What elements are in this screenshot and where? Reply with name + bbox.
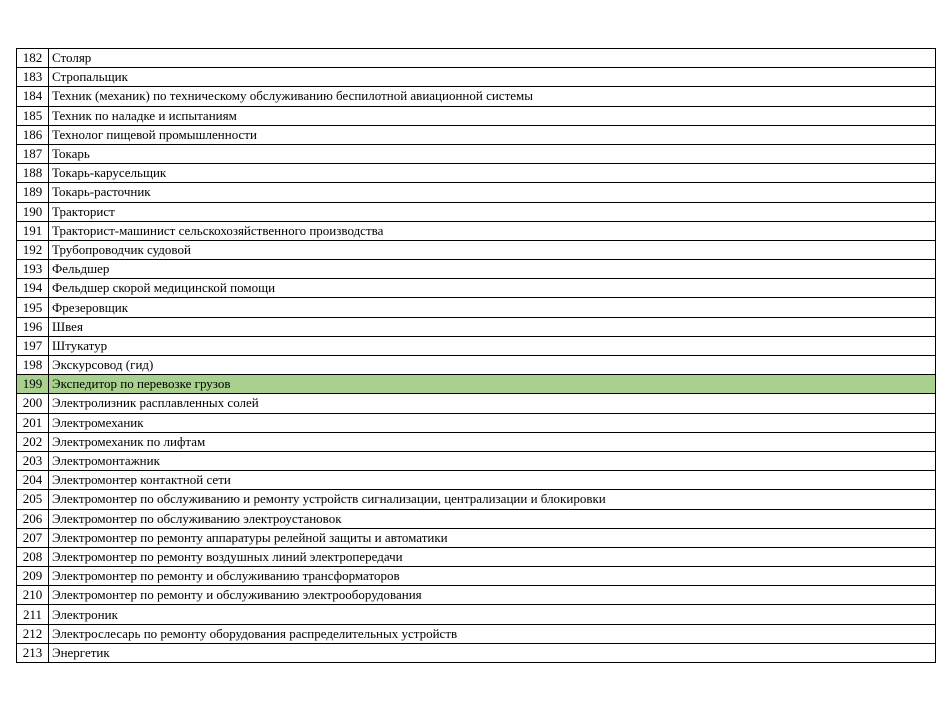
table-row <box>17 49 936 68</box>
profession-name-cell: Стропальщик <box>49 68 936 87</box>
table-row <box>17 68 936 87</box>
table-row-highlighted <box>17 375 936 394</box>
table-row <box>17 317 936 336</box>
row-number-cell: 194 <box>17 279 49 298</box>
profession-name-cell: Тракторист <box>49 202 936 221</box>
profession-name-cell: Электромонтер по ремонту и обслуживанию трансформаторов <box>49 567 936 586</box>
professions-table <box>16 48 936 663</box>
row-number-cell: 200 <box>17 394 49 413</box>
row-number-cell: 187 <box>17 144 49 163</box>
profession-name-cell: Токарь-карусельщик <box>49 164 936 183</box>
row-number-cell: 185 <box>17 106 49 125</box>
table-row <box>17 144 936 163</box>
row-number-cell: 213 <box>17 643 49 662</box>
table-row <box>17 298 936 317</box>
row-number-cell: 184 <box>17 87 49 106</box>
profession-name-cell: Энергетик <box>49 643 936 662</box>
profession-name-cell: Электромонтер по обслуживанию и ремонту устройств сигнализации, централизации и блокировки <box>49 490 936 509</box>
profession-name-cell: Электрослесарь по ремонту оборудования распределительных устройств <box>49 624 936 643</box>
profession-name-cell: Электромонтажник <box>49 451 936 470</box>
row-number-cell: 203 <box>17 451 49 470</box>
row-number-cell: 211 <box>17 605 49 624</box>
table-row <box>17 605 936 624</box>
profession-name-cell: Электромеханик <box>49 413 936 432</box>
profession-name-cell: Электролизник расплавленных солей <box>49 394 936 413</box>
profession-name-cell: Фельдшер <box>49 260 936 279</box>
row-number-cell: 195 <box>17 298 49 317</box>
table-row <box>17 586 936 605</box>
row-number-cell: 183 <box>17 68 49 87</box>
table-row <box>17 547 936 566</box>
row-number-cell: 201 <box>17 413 49 432</box>
profession-name-cell: Технолог пищевой промышленности <box>49 125 936 144</box>
row-number-cell: 206 <box>17 509 49 528</box>
table-row <box>17 164 936 183</box>
table-row <box>17 471 936 490</box>
row-number-cell: 198 <box>17 356 49 375</box>
profession-name-cell: Электромонтер контактной сети <box>49 471 936 490</box>
table-row <box>17 451 936 470</box>
row-number-cell: 208 <box>17 547 49 566</box>
table-row <box>17 183 936 202</box>
profession-name-cell: Техник (механик) по техническому обслуживанию беспилотной авиационной системы <box>49 87 936 106</box>
row-number-cell: 199 <box>17 375 49 394</box>
table-row <box>17 202 936 221</box>
profession-name-cell: Штукатур <box>49 336 936 355</box>
row-number-cell: 197 <box>17 336 49 355</box>
profession-name-cell: Токарь <box>49 144 936 163</box>
table-row <box>17 336 936 355</box>
table-row <box>17 624 936 643</box>
table-row <box>17 643 936 662</box>
row-number-cell: 193 <box>17 260 49 279</box>
row-number-cell: 196 <box>17 317 49 336</box>
row-number-cell: 192 <box>17 240 49 259</box>
table-row <box>17 260 936 279</box>
profession-name-cell: Экспедитор по перевозке грузов <box>49 375 936 394</box>
profession-name-cell: Электромонтер по ремонту аппаратуры релейной защиты и автоматики <box>49 528 936 547</box>
table-row <box>17 279 936 298</box>
table-row <box>17 413 936 432</box>
row-number-cell: 186 <box>17 125 49 144</box>
profession-name-cell: Электроник <box>49 605 936 624</box>
profession-name-cell: Электромонтер по ремонту воздушных линий электропередачи <box>49 547 936 566</box>
profession-name-cell: Электромонтер по ремонту и обслуживанию электрооборудования <box>49 586 936 605</box>
profession-name-cell: Техник по наладке и испытаниям <box>49 106 936 125</box>
table-row <box>17 356 936 375</box>
row-number-cell: 205 <box>17 490 49 509</box>
row-number-cell: 204 <box>17 471 49 490</box>
profession-name-cell: Трубопроводчик судовой <box>49 240 936 259</box>
table-row <box>17 240 936 259</box>
profession-name-cell: Электромеханик по лифтам <box>49 432 936 451</box>
profession-name-cell: Экскурсовод (гид) <box>49 356 936 375</box>
profession-name-cell: Тракторист-машинист сельскохозяйственного производства <box>49 221 936 240</box>
profession-name-cell: Фрезеровщик <box>49 298 936 317</box>
row-number-cell: 182 <box>17 49 49 68</box>
table-row <box>17 432 936 451</box>
profession-name-cell: Швея <box>49 317 936 336</box>
row-number-cell: 188 <box>17 164 49 183</box>
table-row <box>17 125 936 144</box>
table-row <box>17 87 936 106</box>
row-number-cell: 212 <box>17 624 49 643</box>
profession-name-cell: Фельдшер скорой медицинской помощи <box>49 279 936 298</box>
row-number-cell: 189 <box>17 183 49 202</box>
table-row <box>17 106 936 125</box>
table-row <box>17 394 936 413</box>
table-row <box>17 221 936 240</box>
row-number-cell: 207 <box>17 528 49 547</box>
table-row <box>17 528 936 547</box>
profession-name-cell: Токарь-расточник <box>49 183 936 202</box>
table-row <box>17 509 936 528</box>
row-number-cell: 210 <box>17 586 49 605</box>
row-number-cell: 191 <box>17 221 49 240</box>
table-row <box>17 567 936 586</box>
row-number-cell: 202 <box>17 432 49 451</box>
row-number-cell: 190 <box>17 202 49 221</box>
profession-name-cell: Столяр <box>49 49 936 68</box>
row-number-cell: 209 <box>17 567 49 586</box>
table-row <box>17 490 936 509</box>
profession-name-cell: Электромонтер по обслуживанию электроустановок <box>49 509 936 528</box>
professions-table-body <box>17 49 936 663</box>
